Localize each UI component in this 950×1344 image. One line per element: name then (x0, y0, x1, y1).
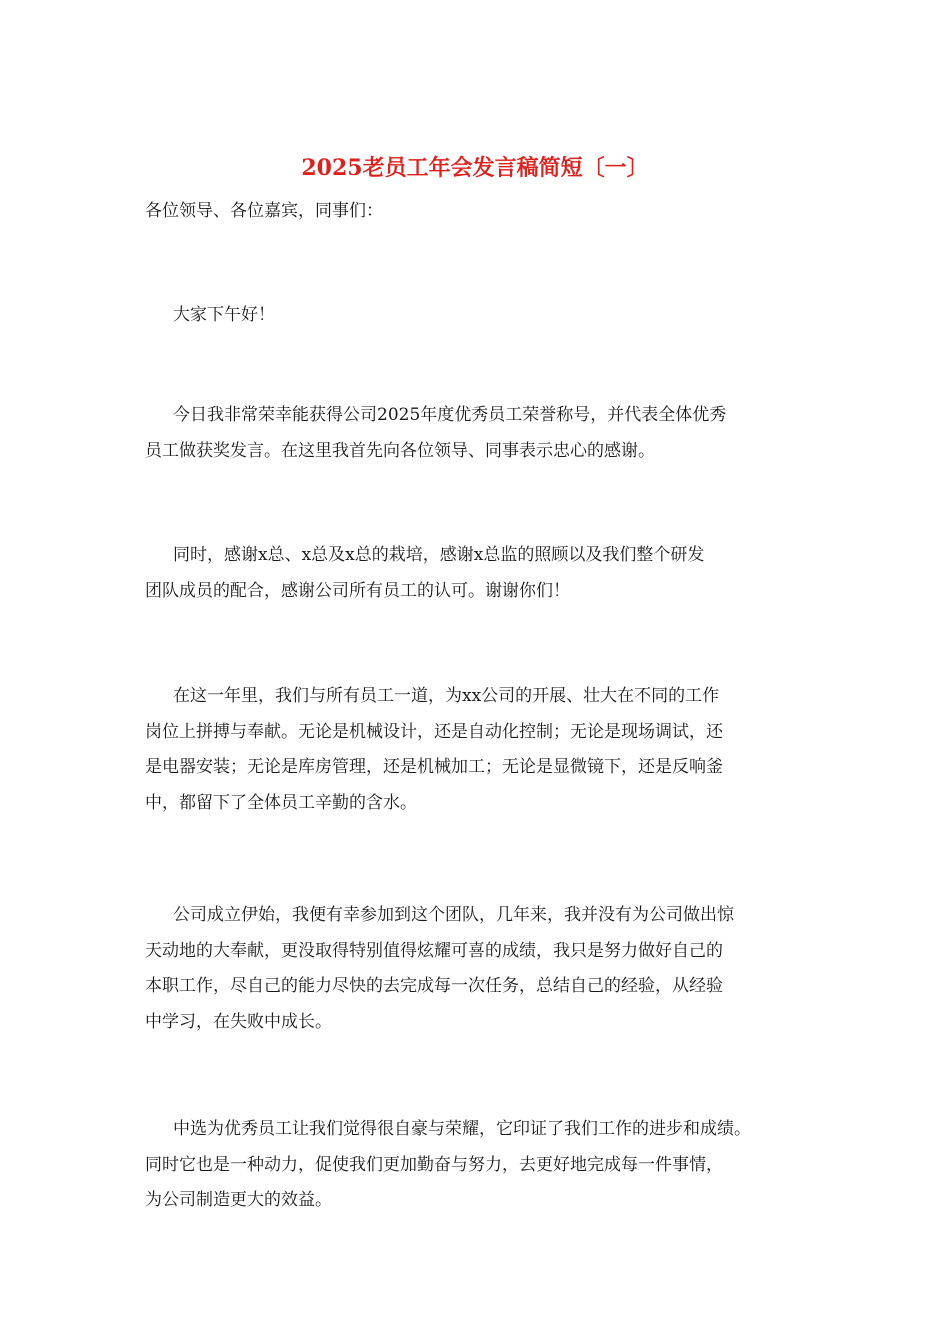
paragraph-line: 公司成立伊始，我便有幸参加到这个团队，几年来，我并没有为公司做出惊 (173, 905, 734, 925)
paragraph-line: 员工做获奖发言。在这里我首先向各位领导、同事表示忠心的感谢。 (145, 440, 655, 461)
paragraph-greeting (145, 298, 825, 334)
paragraph-line: 岗位上拼搏与奉献。无论是机械设计，还是自动化控制；无论是现场调试，还 (145, 721, 723, 742)
paragraph-line: 天动地的大奉献，更没取得特别值得炫耀可喜的成绩，我只是努力做好自己的 (145, 940, 723, 961)
paragraph-line: 为公司制造更大的效益。 (145, 1190, 332, 1210)
paragraph-line: 中选为优秀员工让我们觉得很自豪与荣耀，它印证了我们工作的进步和成绩。 (173, 1119, 751, 1139)
paragraph-personal (145, 898, 825, 1040)
document-title: 2025老员工年会发言稿简短〔一〕 (301, 155, 649, 181)
paragraph-line: 大家下午好！ (173, 305, 275, 325)
paragraph-line: 今日我非常荣幸能获得公司2025年度优秀员工荣誉称号，并代表全体优秀 (173, 405, 727, 425)
paragraph-year-review (145, 679, 825, 821)
paragraph-thanks (145, 538, 825, 609)
paragraph-line: 同时，感谢x总、x总及x总的栽培，感谢x总监的照顾以及我们整个研发 (173, 545, 705, 565)
paragraph-line: 本职工作，尽自己的能力尽快的去完成每一次任务，总结自己的经验，从经验 (145, 976, 723, 996)
paragraph-pride (145, 1112, 825, 1219)
paragraph-line: 同时它也是一种动力，促使我们更加勤奋与努力，去更好地完成每一件事情， (145, 1154, 723, 1175)
paragraph-line: 是电器安装；无论是库房管理，还是机械加工；无论是显微镜下，还是反响釜 (145, 757, 723, 777)
paragraph-line: 团队成员的配合，感谢公司所有员工的认可。谢谢你们！ (145, 580, 570, 601)
paragraph-line: 在这一年里，我们与所有员工一道，为xx公司的开展、壮大在不同的工作 (173, 686, 720, 706)
paragraph-line: 中，都留下了全体员工辛勤的含水。 (145, 792, 417, 813)
paragraph-line: 中学习，在失败中成长。 (145, 1011, 332, 1032)
paragraph-award (145, 398, 825, 469)
salutation: 各位领导、各位嘉宾，同事们： (145, 201, 383, 221)
